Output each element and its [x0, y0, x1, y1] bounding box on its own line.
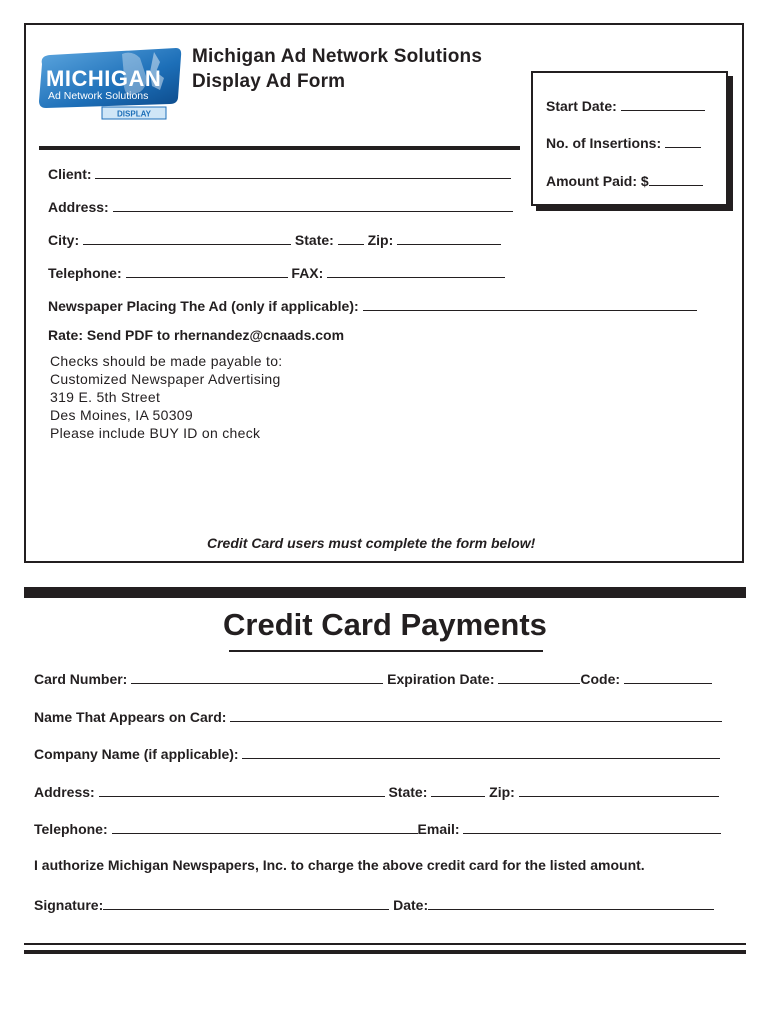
state-input[interactable] [338, 230, 364, 245]
newspaper-field[interactable] [48, 296, 697, 314]
card-number-row [34, 669, 712, 687]
start-date-field[interactable] [546, 96, 705, 114]
expiration-label: Expiration Date: [387, 671, 495, 687]
cc-address-input[interactable] [99, 782, 385, 797]
cc-zip-label: Zip: [489, 784, 515, 800]
city-label: City: [48, 232, 80, 248]
code-input[interactable] [624, 669, 712, 684]
client-label: Client: [48, 166, 92, 182]
checks-payable-info: Checks should be made payable to: Customized Newspaper Advertising 319 E. 5th Street Des Moines, IA 50309 Please include BUY ID on check [50, 353, 283, 441]
signature-label: Signature: [34, 897, 104, 913]
email-label: Email: [417, 821, 460, 837]
section-bar [24, 587, 746, 598]
logo-word: MICHIGAN [46, 66, 162, 91]
amount-paid-label: Amount Paid: $ [546, 173, 649, 189]
fax-input[interactable] [327, 263, 505, 278]
city-input[interactable] [83, 230, 291, 245]
cc-telephone-label: Telephone: [34, 821, 108, 837]
amount-paid-field[interactable] [546, 171, 703, 189]
header-divider [39, 146, 520, 150]
name-on-card-field[interactable] [34, 707, 722, 725]
cc-telephone-row [34, 819, 721, 837]
form-title-line1: Michigan Ad Network Solutions [192, 46, 483, 67]
cc-state-label: State: [388, 784, 428, 800]
title-underline [229, 650, 543, 652]
cc-address-label: Address: [34, 784, 95, 800]
email-input[interactable] [463, 819, 721, 834]
cc-state-input[interactable] [431, 782, 485, 797]
footer-rule-thick [24, 950, 746, 954]
insertions-field[interactable] [546, 133, 701, 151]
zip-input[interactable] [397, 230, 501, 245]
logo-subtitle: Ad Network Solutions [48, 90, 149, 102]
address-label: Address: [48, 199, 109, 215]
credit-card-title: Credit Card Payments [223, 607, 547, 642]
telephone-label: Telephone: [48, 265, 122, 281]
state-label: State: [294, 232, 334, 248]
company-field[interactable] [34, 744, 720, 762]
company-label: Company Name (if applicable): [34, 746, 239, 762]
start-date-label: Start Date: [546, 98, 617, 114]
insertions-label: No. of Insertions: [546, 135, 662, 151]
card-number-label: Card Number: [34, 671, 128, 687]
fax-label: FAX: [291, 265, 324, 281]
rate-line: Rate: Send PDF to rhernandez@cnaads.com [48, 327, 345, 343]
authorization-text: I authorize Michigan Newspapers, Inc. to charge the above credit card for the listed amount. [34, 857, 645, 873]
address-field[interactable] [48, 197, 513, 215]
telephone-input[interactable] [126, 263, 288, 278]
michigan-logo [36, 46, 182, 122]
cc-telephone-input[interactable] [112, 819, 418, 834]
name-on-card-label: Name That Appears on Card: [34, 709, 227, 725]
telephone-fax-row [48, 263, 505, 281]
code-label: Code: [580, 671, 621, 687]
signature-row [34, 895, 714, 913]
cc-address-row [34, 782, 719, 800]
footer-rule-thin [24, 943, 746, 945]
form-title-line2: Display Ad Form [192, 71, 346, 92]
logo-tag: DISPLAY [117, 109, 151, 119]
client-field[interactable] [48, 164, 511, 182]
zip-label: Zip: [367, 232, 394, 248]
date-label: Date: [393, 897, 429, 913]
expiration-input[interactable] [498, 669, 580, 684]
card-number-input[interactable] [131, 669, 383, 684]
date-input[interactable] [428, 895, 714, 910]
signature-input[interactable] [103, 895, 389, 910]
credit-card-note: Credit Card users must complete the form below! [207, 535, 536, 551]
cc-zip-input[interactable] [519, 782, 719, 797]
newspaper-label: Newspaper Placing The Ad (only if applicable): [48, 298, 359, 314]
city-state-zip-row [48, 230, 501, 248]
